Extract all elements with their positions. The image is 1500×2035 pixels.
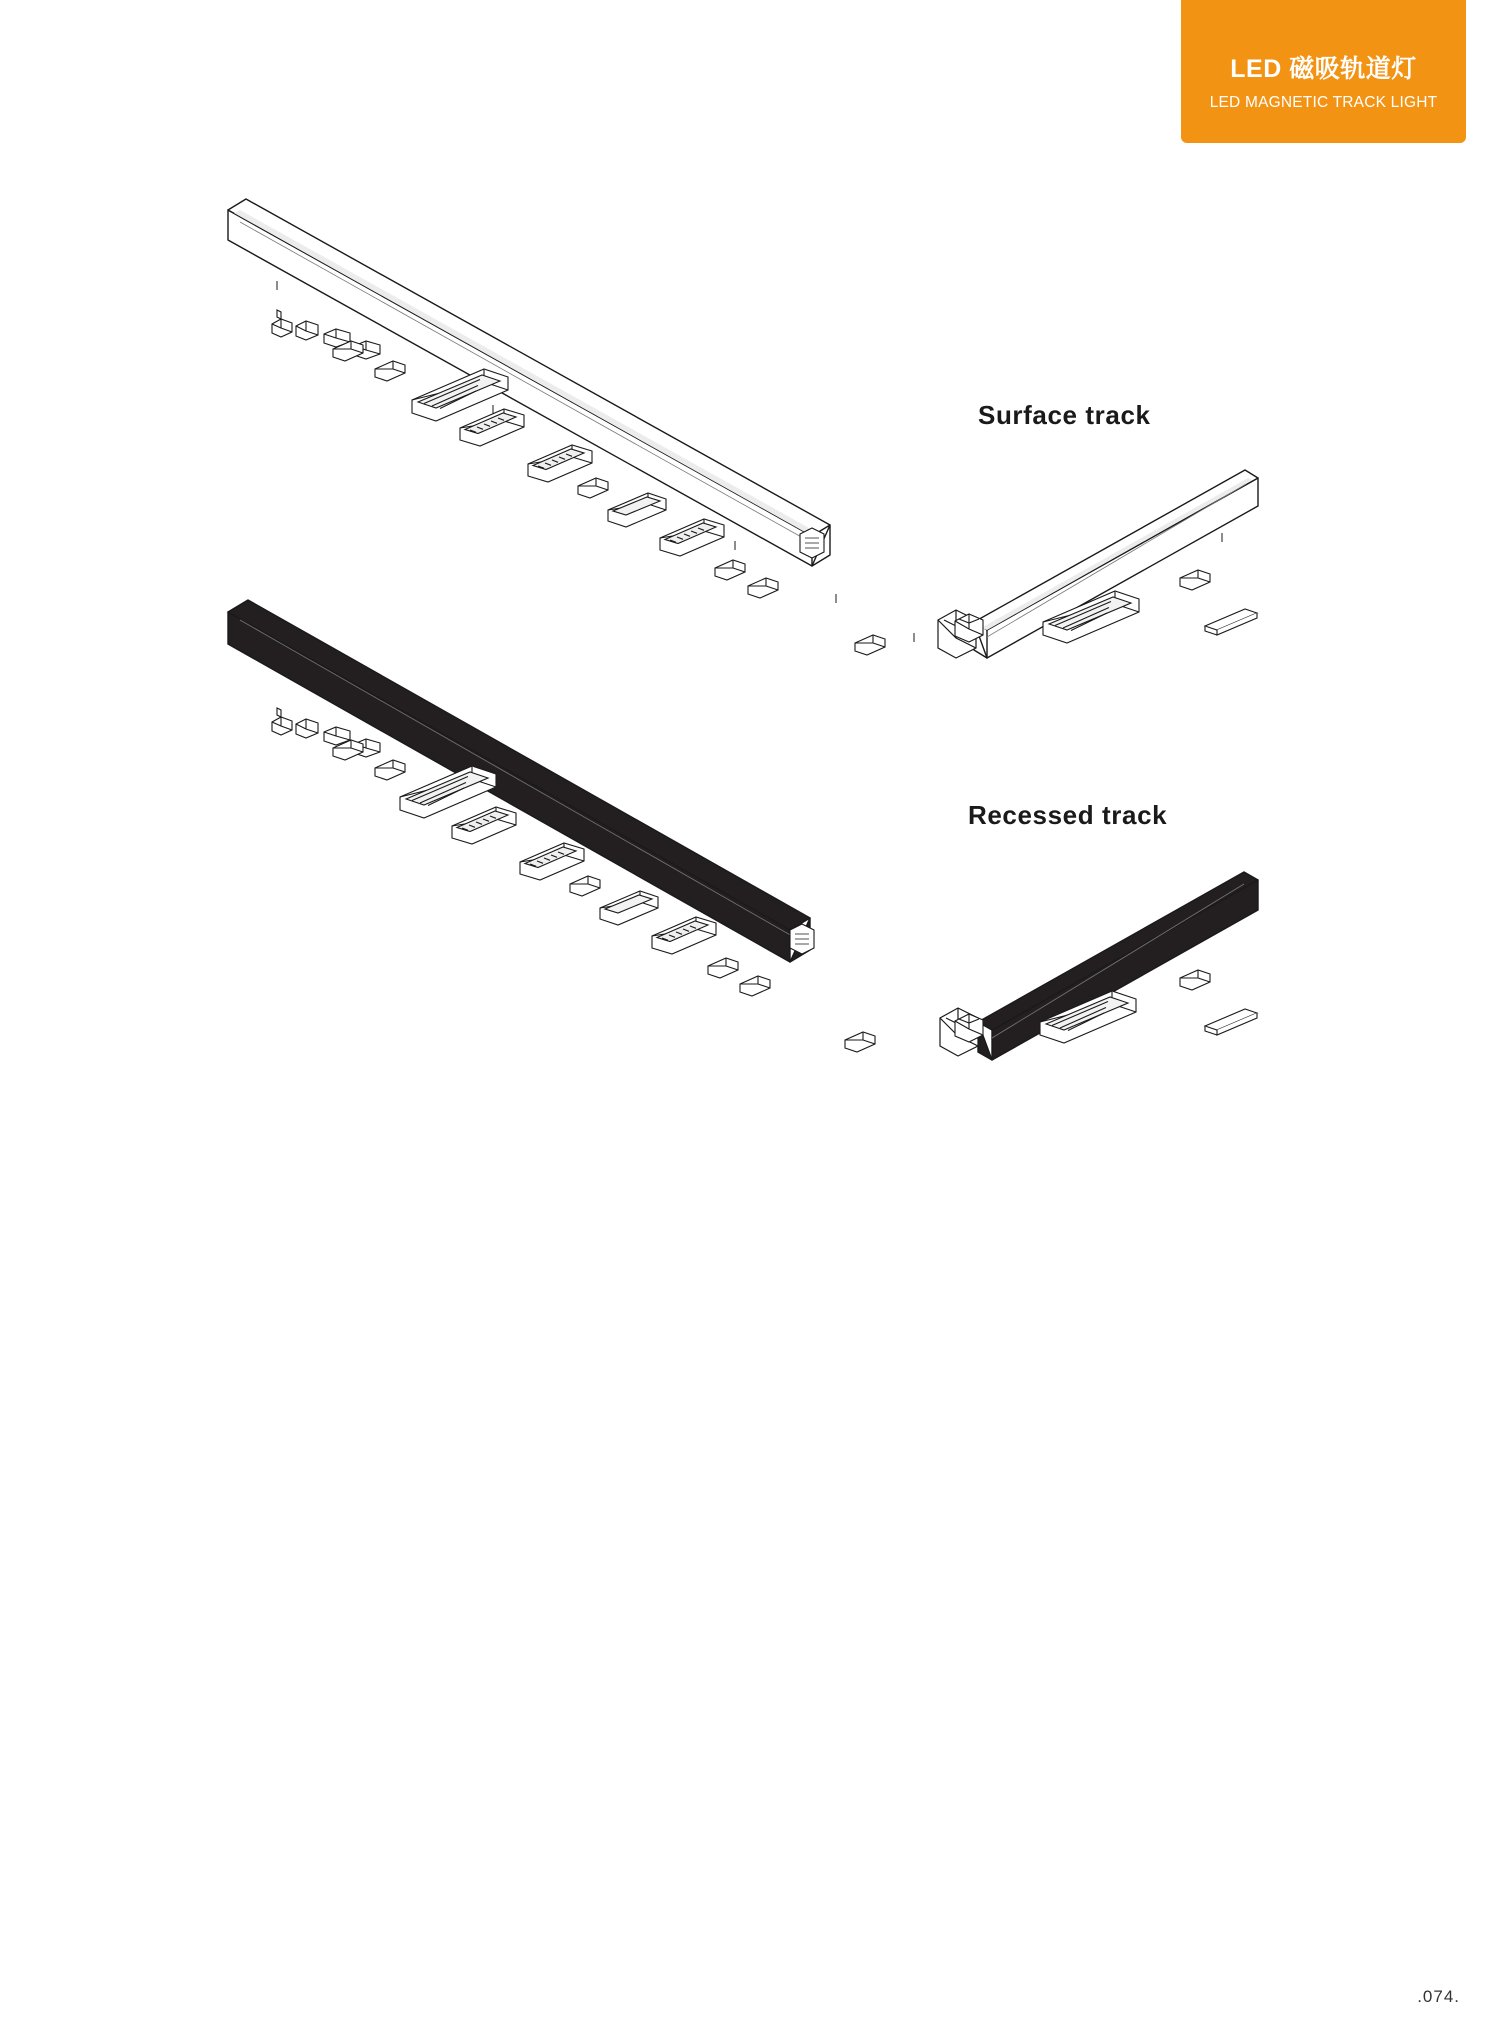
recessed-module-grille-1 — [452, 807, 516, 844]
surface-part-cap-2 — [375, 361, 405, 381]
recessed-track-rail-right — [978, 872, 1258, 1060]
surface-module-grille-1 — [460, 409, 524, 446]
surface-accessory-cluster — [272, 310, 380, 359]
recessed-part-cap-3 — [570, 876, 600, 896]
surface-part-corner — [955, 614, 983, 642]
recessed-module-grille-2 — [520, 843, 584, 880]
surface-part-cap-5 — [748, 578, 778, 598]
header-title-cn: LED 磁吸轨道灯 — [1230, 55, 1417, 83]
surface-fixture-short-1 — [608, 493, 666, 527]
surface-track-rail-right — [974, 470, 1258, 658]
surface-part-cap-7 — [1180, 570, 1210, 590]
surface-part-cap-6 — [855, 635, 885, 655]
header-badge — [1181, 0, 1466, 143]
recessed-part-cap-2 — [375, 760, 405, 780]
surface-module-grille-2 — [528, 445, 592, 482]
page-number: .074. — [1417, 1987, 1460, 2006]
surface-part-cap-3 — [578, 478, 608, 498]
surface-track-corner-joint — [938, 610, 976, 658]
recessed-module-grille-3 — [652, 917, 716, 954]
surface-module-grille-3 — [660, 519, 724, 556]
surface-part-diffuser — [1205, 609, 1257, 635]
recessed-part-corner — [955, 1014, 983, 1042]
surface-fixture-long-2 — [1043, 591, 1139, 643]
recessed-accessory-cluster — [272, 708, 380, 757]
surface-fixture-long-1 — [412, 369, 508, 421]
surface-track-rail-left — [228, 199, 830, 566]
recessed-fixture-long-1 — [400, 766, 496, 818]
recessed-track-rail-left — [228, 600, 810, 962]
surface-part-cap-1 — [333, 341, 363, 361]
surface-track-end-cap — [800, 528, 824, 558]
surface-part-cap-4 — [715, 560, 745, 580]
recessed-part-cap-1 — [333, 740, 363, 760]
section-label-recessed-track: Recessed track — [968, 800, 1168, 830]
recessed-fixture-short-1 — [600, 891, 658, 925]
surface-rail-ticks — [277, 281, 1222, 642]
section-label-surface-track: Surface track — [978, 400, 1151, 430]
recessed-track-end-cap — [790, 924, 814, 954]
recessed-part-cap-4 — [708, 958, 738, 978]
recessed-part-diffuser — [1205, 1009, 1257, 1035]
recessed-part-cap-5 — [740, 976, 770, 996]
recessed-track-corner-joint — [940, 1008, 978, 1056]
recessed-part-cap-7 — [1180, 970, 1210, 990]
header-title-en: LED MAGNETIC TRACK LIGHT — [1209, 94, 1438, 111]
recessed-fixture-long-2 — [1040, 991, 1136, 1043]
recessed-part-cap-6 — [845, 1032, 875, 1052]
